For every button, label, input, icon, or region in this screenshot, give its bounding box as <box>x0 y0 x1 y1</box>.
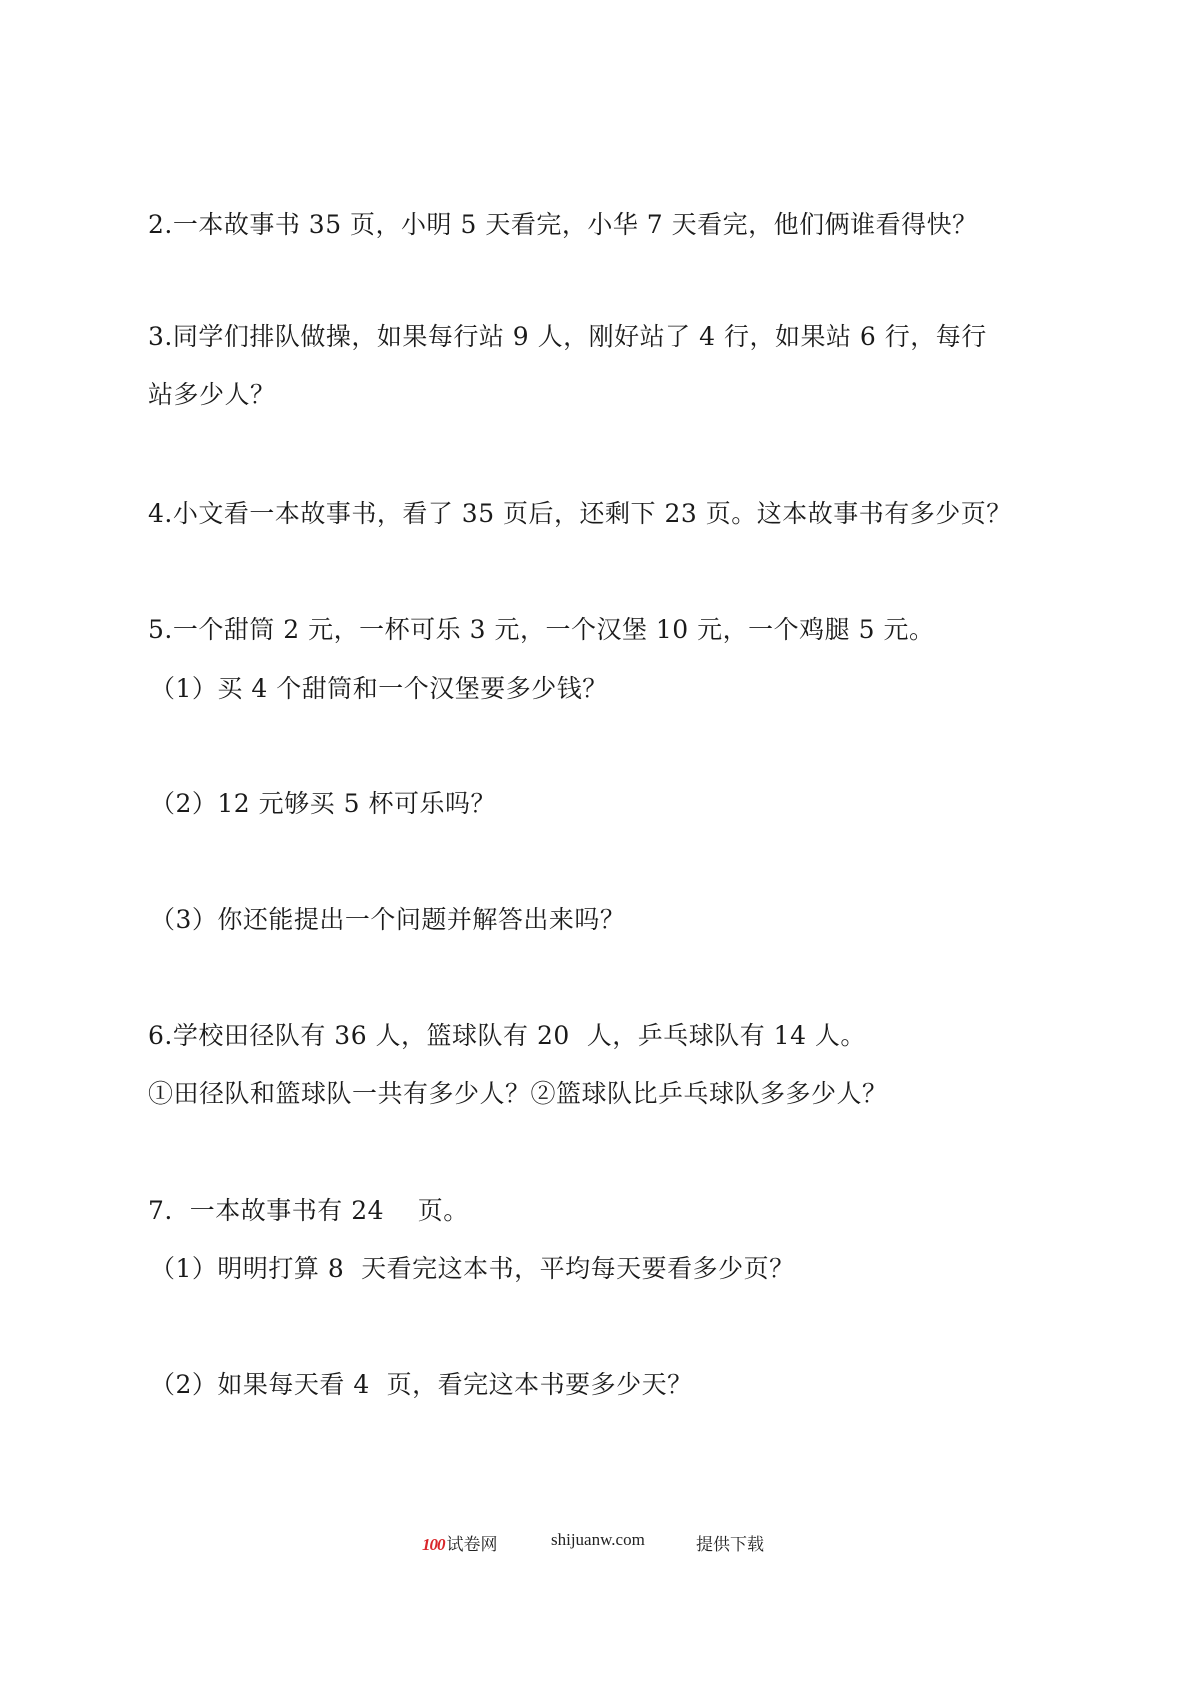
logo-text: 试卷网 <box>446 1535 498 1554</box>
question-3-line-2: 站多少人？ <box>148 380 276 409</box>
question-3-line-1: 3.同学们排队做操，如果每行站 9 人，刚好站了 4 行，如果站 6 行，每行 <box>148 322 987 351</box>
question-2: 2.一本故事书 35 页，小明 5 天看完，小华 7 天看完，他们俩谁看得快？ <box>148 210 978 239</box>
site-logo <box>422 1530 498 1555</box>
question-5: 5.一个甜筒 2 元，一杯可乐 3 元，一个汉堡 10 元，一个鸡腿 5 元。 <box>148 615 935 644</box>
page-footer <box>0 1528 1191 1558</box>
question-7-part-1: （1）明明打算 8 天看完这本书，平均每天要看多少页？ <box>150 1254 795 1283</box>
question-7: 7. 一本故事书有 24 页。 <box>148 1196 469 1225</box>
question-5-part-1: （1）买 4 个甜筒和一个汉堡要多少钱？ <box>150 674 608 703</box>
site-url: shijuanw.com <box>551 1530 645 1549</box>
question-4: 4.小文看一本故事书，看了 35 页后，还剩下 23 页。这本故事书有多少页？ <box>148 499 1012 528</box>
question-5-part-3: （3）你还能提出一个问题并解答出来吗？ <box>150 905 626 934</box>
question-6-subquestions: ①田径队和篮球队一共有多少人？②篮球队比乒乓球队多多少人？ <box>148 1079 888 1108</box>
provide-download-text: 提供下载 <box>696 1535 764 1554</box>
question-5-part-2: （2）12 元够买 5 杯可乐吗？ <box>150 789 496 818</box>
question-6: 6.学校田径队有 36 人，篮球队有 20 人，乒乓球队有 14 人。 <box>148 1021 866 1050</box>
logo-number: 100 <box>422 1535 445 1554</box>
question-7-part-2: （2）如果每天看 4 页，看完这本书要多少天？ <box>150 1370 693 1399</box>
